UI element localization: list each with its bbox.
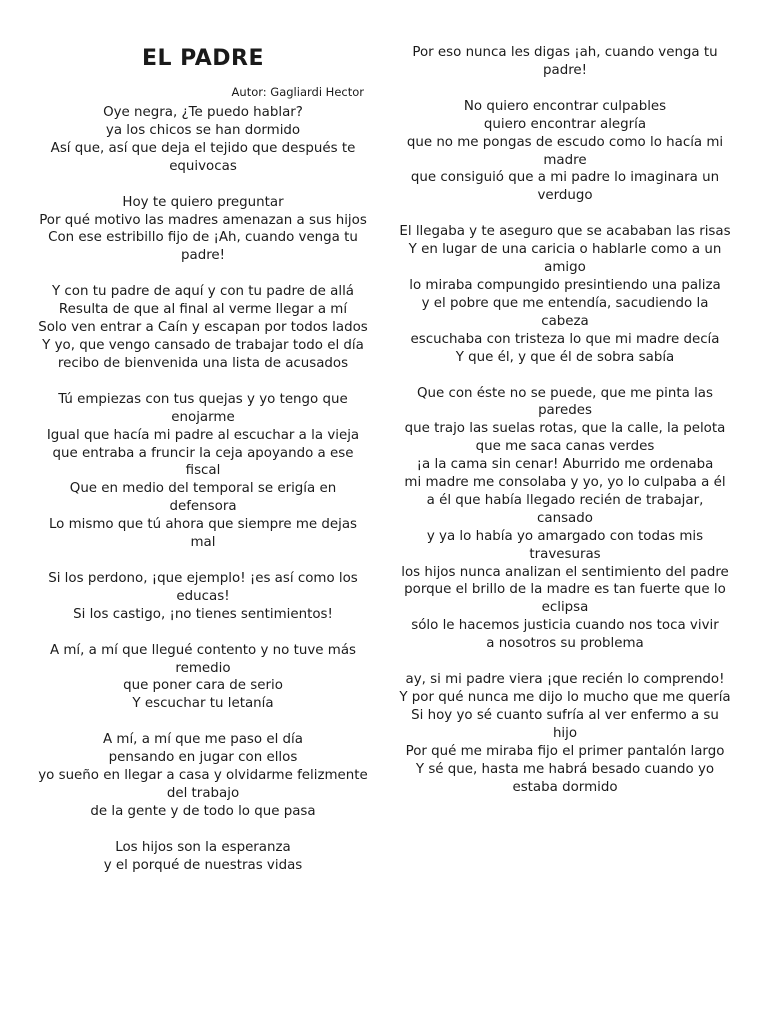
stanza [36, 642, 370, 714]
poem-line: pensando en jugar con ellos [108, 750, 298, 766]
poem-line: Igual que hacía mi padre al escuchar a la vieja [46, 427, 360, 443]
right-stanzas [398, 44, 732, 796]
poem-line: recibo de bienvenida una lista de acusados [57, 355, 349, 371]
stanza [398, 223, 732, 366]
poem-line: Hoy te quiero preguntar [122, 194, 284, 210]
poem-line: Por qué me miraba fijo el primer pantalón largo [405, 743, 725, 759]
stanza [36, 731, 370, 821]
stanza [398, 98, 732, 205]
poem-line: a nosotros su problema [486, 636, 644, 652]
poem-title: EL PADRE [141, 46, 265, 71]
poem-line: que no me pongas de escudo como lo hacía mi madre [406, 134, 724, 168]
poem-line: Resulta de que al final al verme llegar a mí [58, 302, 348, 318]
stanza [36, 839, 370, 875]
poem-line: Oye negra, ¿Te puedo hablar? [103, 105, 303, 120]
poem-line: Y escuchar tu letanía [132, 696, 274, 712]
poem-line: Si hoy yo sé cuanto sufría al ver enfermo a su hijo [411, 707, 719, 741]
poem-line: Lo mismo que tú ahora que siempre me dejas mal [48, 517, 358, 551]
poem-line: sólo le hacemos justicia cuando nos toca vivir [411, 618, 719, 634]
poem-line: ya los chicos se han dormido [105, 122, 301, 138]
poem-line: lo miraba compungido presintiendo una paliza [409, 277, 721, 293]
poem-line: escuchaba con tristeza lo que mi madre decía [410, 331, 720, 347]
poem-line: que consiguió que a mi padre lo imaginara un verdugo [410, 170, 720, 204]
poem-line: Si los perdono, ¡que ejemplo! ¡es así como los educas! [48, 570, 358, 604]
right-column [398, 44, 732, 814]
poem-line: Solo ven entrar a Caín y escapan por todos lados [38, 320, 368, 336]
poem-line: yo sueño en llegar a casa y olvidarme felizmente del trabajo [38, 768, 368, 801]
poem-line: A mí, a mí que me paso el día [103, 732, 303, 748]
left-stanzas [36, 104, 370, 875]
stanza [398, 44, 732, 80]
poem-line: que entraba a fruncir la ceja apoyando a ese fiscal [52, 445, 354, 479]
poem-line: Por eso nunca les digas ¡ah, cuando venga tu padre! [412, 45, 718, 78]
poem-line: Y que él, y que él de sobra sabía [455, 349, 675, 365]
poem-line: A mí, a mí que llegué contento y no tuve más remedio [49, 642, 357, 676]
poem-line: Así que, así que deja el tejido que después te equivocas [50, 140, 356, 174]
poem-line: Con ese estribillo fijo de ¡Ah, cuando venga tu padre! [48, 230, 358, 264]
poem-line: Y en lugar de una caricia o hablarle como a un amigo [408, 242, 722, 276]
stanza [36, 570, 370, 624]
poem-line: los hijos nunca analizan el sentimiento del padre [401, 564, 729, 580]
poem-line: Tú empiezas con tus quejas y yo tengo que enojarme [58, 391, 348, 425]
poem-line: que trajo las suelas rotas, que la calle, la pelota [404, 421, 726, 437]
poem-line: Y por qué nunca me dijo lo mucho que me quería [399, 690, 731, 705]
poem-line: No quiero encontrar culpables [463, 98, 667, 114]
stanza [36, 104, 370, 176]
stanza [398, 671, 732, 796]
poem-line: Y con tu padre de aquí y con tu padre de allá [51, 284, 355, 300]
poem-line: que me saca canas verdes [475, 439, 655, 455]
poem-line: de la gente y de todo lo que pasa [90, 803, 316, 819]
poem-line: ay, si mi padre viera ¡que recién lo comprendo! [405, 672, 725, 688]
poem-line: y el pobre que me entendía, sacudiendo la cabeza [421, 295, 709, 329]
stanza [36, 194, 370, 266]
left-column [36, 44, 370, 893]
poem-line: Y yo, que vengo cansado de trabajar todo el día [42, 337, 364, 353]
poem-line: Que en medio del temporal se erigía en defensora [69, 481, 337, 515]
poem-line: Y sé que, hasta me habrá besado cuando yo estaba dormido [415, 761, 715, 795]
stanza [398, 385, 732, 654]
poem-line: Que con éste no se puede, que me pinta las paredes [416, 385, 713, 419]
stanza [36, 391, 370, 552]
poem-line: Por qué motivo las madres amenazan a sus hijos [39, 212, 367, 228]
poem-line: quiero encontrar alegría [483, 116, 647, 132]
stanza [36, 283, 370, 373]
poem-line: El llegaba y te aseguro que se acababan las risas [399, 224, 731, 240]
poem-line: mi madre me consolaba y yo, yo lo culpaba a él [404, 475, 726, 491]
poem-line: Si los castigo, ¡no tienes sentimientos! [73, 606, 333, 622]
poem-line: y el porqué de nuestras vidas [103, 857, 303, 873]
poem-line: que poner cara de serio [123, 678, 283, 694]
poem-line: y ya lo había yo amargado con todas mis travesuras [426, 528, 704, 562]
poem-author: Autor: Gagliardi Hector [231, 85, 364, 99]
poem-line: a él que había llegado recién de trabajar, cansado [426, 492, 704, 526]
poem-line: ¡a la cama sin cenar! Aburrido me ordenaba [416, 457, 714, 473]
poem-line: Los hijos son la esperanza [115, 839, 291, 855]
poem-line: porque el brillo de la madre es tan fuerte que lo eclipsa [404, 582, 726, 616]
